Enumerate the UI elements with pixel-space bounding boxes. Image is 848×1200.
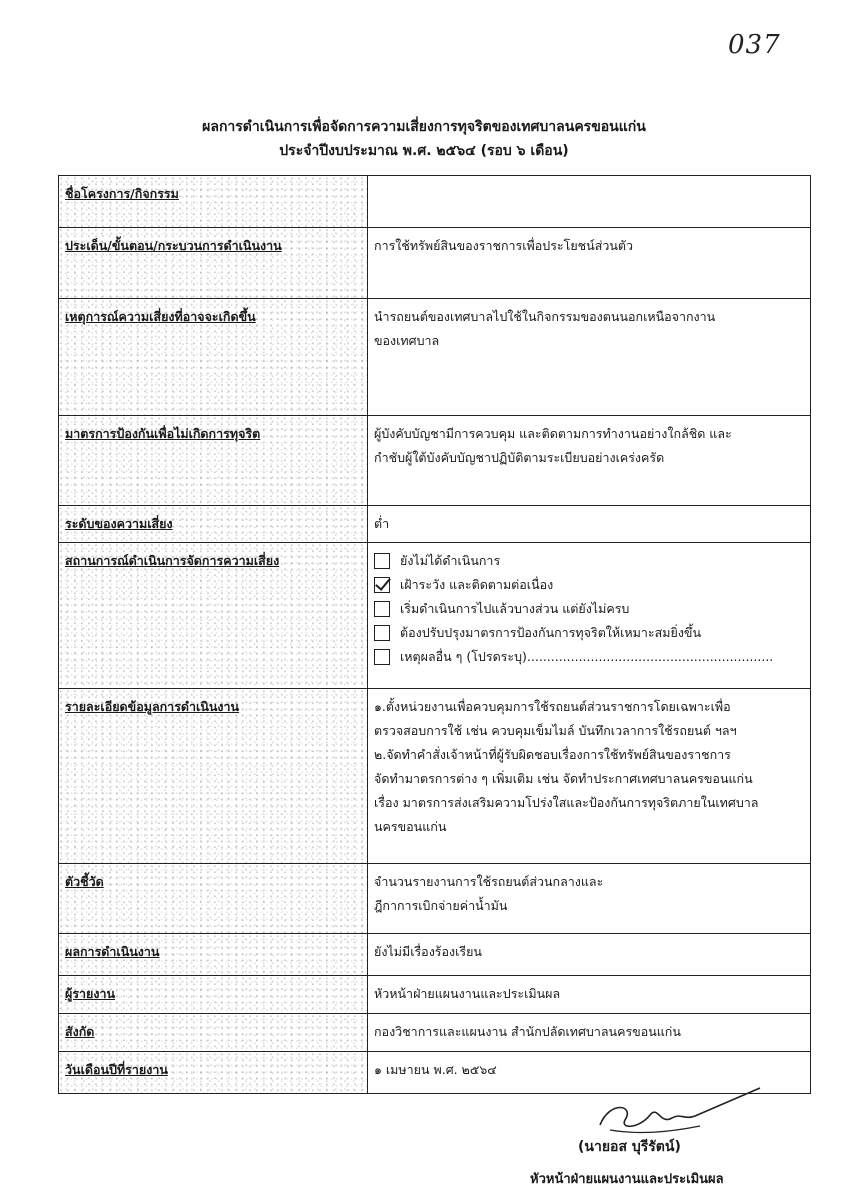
label-reporter: ผู้รายงาน: [59, 976, 368, 1014]
indicator-line: ฎีกาการเบิกจ่ายค่าน้ำมัน: [374, 898, 508, 913]
signature-block: [520, 1080, 820, 1190]
label-indicator: ตัวชี้วัด: [59, 864, 368, 934]
row-reporter: [59, 976, 811, 1014]
risk-event-line: นำรถยนต์ของเทศบาลไปใช้ในกิจกรรมของตนนอกเหนือจากงาน: [374, 309, 716, 324]
status-checkbox[interactable]: [374, 553, 390, 569]
status-checkbox[interactable]: [374, 625, 390, 641]
label-department: สังกัด: [59, 1014, 368, 1052]
status-option-label: เฝ้าระวัง และติดตามต่อเนื่อง: [400, 577, 554, 592]
prevention-line: กำชับผู้ใต้บังคับบัญชาปฏิบัติตามระเบียบอย่างเคร่งครัด: [374, 450, 665, 465]
status-option-label: เริ่มดำเนินการไปแล้วบางส่วน แต่ยังไม่ครบ: [400, 601, 630, 616]
details-line: ตรวจสอบการใช้ เช่น ควบคุมเข็มไมล์ บันทึกเวลาการใช้รถยนต์ ฯลฯ: [374, 723, 737, 738]
label-report-date: วันเดือนปีที่รายงาน: [59, 1052, 368, 1094]
label-project: ชื่อโครงการ/กิจกรรม: [59, 176, 368, 228]
row-risk-level: [59, 506, 811, 543]
report-table: [58, 175, 811, 1094]
row-result: [59, 934, 811, 976]
value-process: การใช้ทรัพย์สินของราชการเพื่อประโยชน์ส่วนตัว: [368, 228, 811, 299]
row-details: [59, 689, 811, 864]
signer-position: หัวหน้าฝ่ายแผนงานและประเมินผล: [530, 1172, 724, 1187]
row-risk-event: [59, 299, 811, 416]
value-status: [368, 543, 811, 689]
status-option: [374, 573, 804, 597]
value-report-date: ๑ เมษายน พ.ศ. ๒๕๖๔: [368, 1052, 811, 1094]
status-option: [374, 645, 804, 669]
value-project: [368, 176, 811, 228]
label-prevention: มาตรการป้องกันเพื่อไม่เกิดการทุจริต: [59, 416, 368, 506]
row-department: [59, 1014, 811, 1052]
label-risk-level: ระดับของความเสี่ยง: [59, 506, 368, 543]
status-option-label: ต้องปรับปรุงมาตรการป้องกันการทุจริตให้เหมาะสมยิ่งขึ้น: [400, 625, 702, 640]
value-details: [368, 689, 811, 864]
row-prevention: [59, 416, 811, 506]
status-option: [374, 549, 804, 573]
details-line: เรื่อง มาตรการส่งเสริมความโปร่งใสและป้องกันการทุจริตภายในเทศบาล: [374, 795, 759, 810]
value-reporter: หัวหน้าฝ่ายแผนงานและประเมินผล: [368, 976, 811, 1014]
risk-event-line: ของเทศบาล: [374, 333, 440, 348]
signer-name: (นายอส บุรีรัตน์): [578, 1139, 681, 1155]
label-details: รายละเอียดข้อมูลการดำเนินงาน: [59, 689, 368, 864]
row-status: [59, 543, 811, 689]
document-title: ผลการดำเนินการเพื่อจัดการความเสี่ยงการทุจริตของเทศบาลนครขอนแก่น: [202, 119, 646, 135]
prevention-line: ผู้บังคับบัญชามีการควบคุม และติดตามการทำงานอย่างใกล้ชิด และ: [374, 426, 732, 441]
row-indicator: [59, 864, 811, 934]
status-checkbox-checked[interactable]: [374, 577, 390, 593]
status-option: [374, 621, 804, 645]
value-department: กองวิชาการและแผนงาน สำนักปลัดเทศบาลนครขอนแก่น: [368, 1014, 811, 1052]
label-status: สถานการณ์ดำเนินการจัดการความเสี่ยง: [59, 543, 368, 689]
page-number: 037: [728, 30, 781, 60]
row-process: [59, 228, 811, 299]
status-option-label: ยังไม่ได้ดำเนินการ: [400, 553, 501, 568]
status-checkbox[interactable]: [374, 601, 390, 617]
value-risk-event: [368, 299, 811, 416]
status-checkbox[interactable]: [374, 649, 390, 665]
value-prevention: [368, 416, 811, 506]
indicator-line: จำนวนรายงานการใช้รถยนต์ส่วนกลางและ: [374, 874, 604, 889]
row-project: [59, 176, 811, 228]
status-option: [374, 597, 804, 621]
label-result: ผลการดำเนินงาน: [59, 934, 368, 976]
label-risk-event: เหตุการณ์ความเสี่ยงที่อาจจะเกิดขึ้น: [59, 299, 368, 416]
value-risk-level: ต่ำ: [368, 506, 811, 543]
details-line: ๒.จัดทำคำสั่งเจ้าหน้าที่ผู้รับผิดชอบเรื่องการใช้ทรัพย์สินของราชการ: [374, 747, 731, 762]
value-indicator: [368, 864, 811, 934]
details-line: นครขอนแก่น: [374, 819, 447, 834]
label-process: ประเด็น/ขั้นตอน/กระบวนการดำเนินงาน: [59, 228, 368, 299]
details-line: จัดทำมาตรการต่าง ๆ เพิ่มเติม เช่น จัดทำประกาศเทศบาลนครขอนแก่น: [374, 771, 753, 786]
status-option-label: เหตุผลอื่น ๆ (โปรดระบุ)..............................................................: [400, 649, 774, 664]
document-subtitle: ประจำปีงบประมาณ พ.ศ. ๒๕๖๔ (รอบ ๖ เดือน): [279, 143, 569, 159]
signature-scribble: [580, 1080, 780, 1140]
value-result: ยังไม่มีเรื่องร้องเรียน: [368, 934, 811, 976]
details-line: ๑.ตั้งหน่วยงานเพื่อควบคุมการใช้รถยนต์ส่วนราชการโดยเฉพาะเพื่อ: [374, 699, 731, 714]
